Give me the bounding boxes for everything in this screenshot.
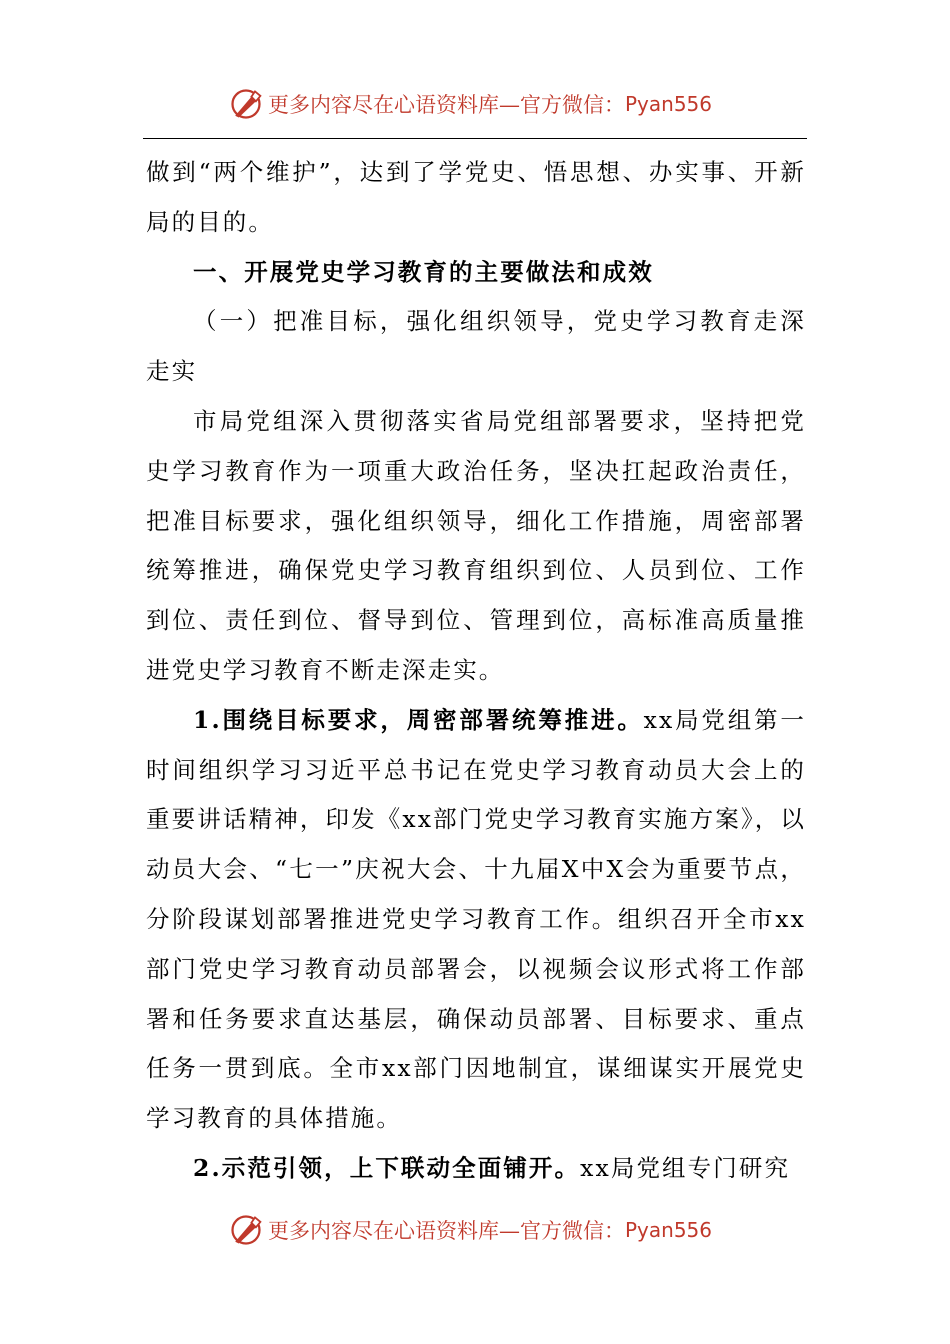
watermark-text: 更多内容尽在心语资料库—官方微信： <box>268 1219 625 1243</box>
paragraph-lead: 1.围绕目标要求，周密部署统筹推进。 <box>193 705 644 734</box>
paragraph: 市局党组深入贯彻落实省局党组部署要求，坚持把党史学习教育作为一项重大政治任务，坚决扛起政治责任，把准目标要求，强化组织领导，细化工作措施，周密部署统筹推进，确保党史学习教育组织到位、人员到位、工作到位、责任到位、督导到位、管理到位，高标准高质量推进党史学习教育不断走深走实。 <box>146 406 806 684</box>
section-heading: 一、开展党史学习教育的主要做法和成效 <box>193 257 654 286</box>
pen-nib-icon <box>228 86 264 122</box>
header-rule <box>143 138 807 139</box>
paragraph <box>146 1144 806 1194</box>
paragraph-lead: 2.示范引领，上下联动全面铺开。 <box>193 1153 581 1182</box>
subsection-heading: （一）把准目标，强化组织领导，党史学习教育走深走实 <box>146 307 806 386</box>
watermark-wechat-id: Pyan556 <box>625 92 713 116</box>
paragraph-text: xx局党组第一时间组织学习习近平总书记在党史学习教育动员大会上的重要讲话精神，印发《xx部门党史学习教育实施方案》，以动员大会、“七一”庆祝大会、十九届X中X会为重要节点，分阶段谋划部署推进党史学习教育工作。组织召开全市xx部门党史学习教育动员部署会，以视频会议形式将工作部署和任务要求直达基层，确保动员部署、目标要求、重点任务一贯到底。全市xx部门因地制宜，谋细谋实开展党史学习教育的具体措施。 <box>146 705 806 1133</box>
document-body <box>146 148 806 1194</box>
watermark-banner-bottom <box>228 1210 748 1250</box>
watermark-text: 更多内容尽在心语资料库—官方微信： <box>268 93 625 117</box>
paragraph-text: xx局党组专门研究 <box>580 1153 791 1182</box>
pen-nib-icon <box>228 1212 264 1248</box>
paragraph: 做到“两个维护”，达到了学党史、悟思想、办实事、开新局的目的。 <box>146 158 806 236</box>
watermark-banner-top <box>228 84 748 124</box>
paragraph <box>146 696 806 1144</box>
watermark-wechat-id: Pyan556 <box>625 1218 713 1242</box>
